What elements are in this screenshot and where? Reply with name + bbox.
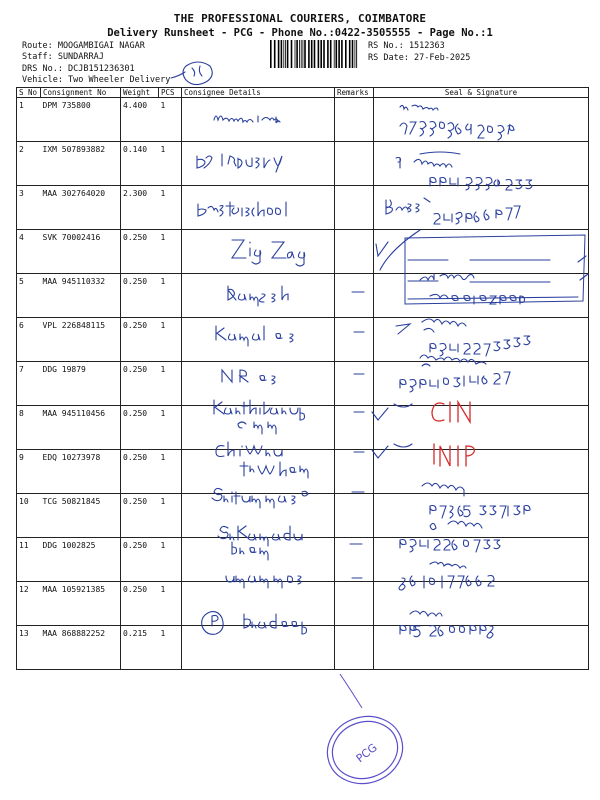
row-weight: 0.250	[121, 450, 159, 494]
table-row	[17, 230, 589, 274]
table-row	[17, 98, 589, 142]
row-consignee	[182, 626, 335, 670]
row-consignee	[182, 318, 335, 362]
row-weight: 4.400	[121, 98, 159, 142]
runsheet-table	[16, 87, 589, 670]
row-signature	[374, 98, 589, 142]
row-sno: 11	[17, 538, 41, 582]
row-weight: 0.250	[121, 538, 159, 582]
header-remarks: Remarks	[335, 88, 374, 98]
row-signature	[374, 626, 589, 670]
row-sno: 8	[17, 406, 41, 450]
row-sno: 10	[17, 494, 41, 538]
row-consignment: MAA 105921385	[41, 582, 121, 626]
row-consignment: IXM 507893882	[41, 142, 121, 186]
row-signature	[374, 318, 589, 362]
row-pcs: 1	[159, 142, 182, 186]
row-signature	[374, 450, 589, 494]
staff-label: Staff: SUNDARRAJ	[22, 52, 104, 62]
row-consignee	[182, 450, 335, 494]
row-signature	[374, 142, 589, 186]
row-sno: 13	[17, 626, 41, 670]
row-consignee	[182, 274, 335, 318]
header-pcs: PCS	[159, 88, 182, 98]
table-row	[17, 274, 589, 318]
row-pcs: 1	[159, 494, 182, 538]
row-consignment: DDG 1002825	[41, 538, 121, 582]
row-pcs: 1	[159, 186, 182, 230]
row-remarks	[335, 274, 374, 318]
row-sno: 12	[17, 582, 41, 626]
row-remarks	[335, 538, 374, 582]
row-remarks	[335, 362, 374, 406]
row-sno: 3	[17, 186, 41, 230]
row-remarks	[335, 98, 374, 142]
row-pcs: 1	[159, 274, 182, 318]
row-signature	[374, 362, 589, 406]
row-consignment: MAA 868882252	[41, 626, 121, 670]
table-row	[17, 582, 589, 626]
header-sno: S No	[17, 88, 41, 98]
header-signature: Seal & Signature	[374, 88, 589, 98]
rs-date: RS Date: 27-Feb-2025	[368, 53, 471, 63]
row-weight: 2.300	[121, 186, 159, 230]
row-consignment: SVK 70002416	[41, 230, 121, 274]
row-consignee	[182, 406, 335, 450]
row-signature	[374, 406, 589, 450]
row-sno: 9	[17, 450, 41, 494]
header-consignment: Consignment No	[41, 88, 121, 98]
seal-text: PCG	[353, 740, 380, 766]
row-consignee	[182, 538, 335, 582]
row-remarks	[335, 450, 374, 494]
row-signature	[374, 538, 589, 582]
table-header-row	[17, 88, 589, 98]
row-consignment: MAA 945110332	[41, 274, 121, 318]
table-row	[17, 494, 589, 538]
row-consignment: TCG 50821845	[41, 494, 121, 538]
row-consignee	[182, 362, 335, 406]
row-weight: 0.250	[121, 318, 159, 362]
drs-number: DRS No.: DCJB151236301	[22, 64, 135, 74]
row-remarks	[335, 230, 374, 274]
route-label: Route: MOOGAMBIGAI NAGAR	[22, 41, 145, 51]
rs-number: RS No.: 1512363	[368, 41, 445, 51]
row-pcs: 1	[159, 318, 182, 362]
row-consignee	[182, 98, 335, 142]
row-consignment: VPL 226848115	[41, 318, 121, 362]
row-remarks	[335, 142, 374, 186]
row-consignment: MAA 945110456	[41, 406, 121, 450]
table-row	[17, 318, 589, 362]
row-consignee	[182, 494, 335, 538]
table-row	[17, 538, 589, 582]
row-sno: 5	[17, 274, 41, 318]
row-consignee	[182, 186, 335, 230]
table-row	[17, 362, 589, 406]
circled-initials-mark	[183, 62, 212, 85]
row-consignment: DDG 19879	[41, 362, 121, 406]
row-sno: 2	[17, 142, 41, 186]
row-remarks	[335, 626, 374, 670]
row-pcs: 1	[159, 582, 182, 626]
barcode	[270, 40, 358, 68]
table-row	[17, 142, 589, 186]
row-remarks	[335, 406, 374, 450]
row-pcs: 1	[159, 538, 182, 582]
row-pcs: 1	[159, 450, 182, 494]
row-weight: 0.250	[121, 230, 159, 274]
vehicle-label: Vehicle: Two Wheeler Delivery	[22, 75, 171, 85]
pcg-seal	[320, 670, 410, 785]
row-consignee	[182, 142, 335, 186]
header-consignee: Consignee Details	[182, 88, 335, 98]
row-consignment: MAA 302764020	[41, 186, 121, 230]
row-signature	[374, 274, 589, 318]
row-sno: 7	[17, 362, 41, 406]
row-weight: 0.215	[121, 626, 159, 670]
row-signature	[374, 186, 589, 230]
table-row	[17, 406, 589, 450]
row-signature	[374, 230, 589, 274]
table-row	[17, 450, 589, 494]
runsheet-subtitle: Delivery Runsheet - PCG - Phone No.:0422-3505555 - Page No.:1	[107, 27, 493, 39]
row-pcs: 1	[159, 362, 182, 406]
row-weight: 0.250	[121, 274, 159, 318]
row-sno: 6	[17, 318, 41, 362]
row-sno: 4	[17, 230, 41, 274]
row-remarks	[335, 494, 374, 538]
table-row	[17, 626, 589, 670]
header-weight: Weight	[121, 88, 159, 98]
row-remarks	[335, 186, 374, 230]
row-weight: 0.250	[121, 362, 159, 406]
row-pcs: 1	[159, 230, 182, 274]
row-consignment: EDQ 10273978	[41, 450, 121, 494]
row-signature	[374, 582, 589, 626]
row-remarks	[335, 318, 374, 362]
row-signature	[374, 494, 589, 538]
table-row	[17, 186, 589, 230]
row-consignment: DPM 735800	[41, 98, 121, 142]
row-sno: 1	[17, 98, 41, 142]
row-pcs: 1	[159, 406, 182, 450]
row-consignee	[182, 230, 335, 274]
row-weight: 0.140	[121, 142, 159, 186]
row-weight: 0.250	[121, 406, 159, 450]
row-weight: 0.250	[121, 494, 159, 538]
company-title: THE PROFESSIONAL COURIERS, COIMBATORE	[173, 12, 427, 25]
row-pcs: 1	[159, 98, 182, 142]
row-pcs: 1	[159, 626, 182, 670]
row-consignee	[182, 582, 335, 626]
row-remarks	[335, 582, 374, 626]
row-weight: 0.250	[121, 582, 159, 626]
